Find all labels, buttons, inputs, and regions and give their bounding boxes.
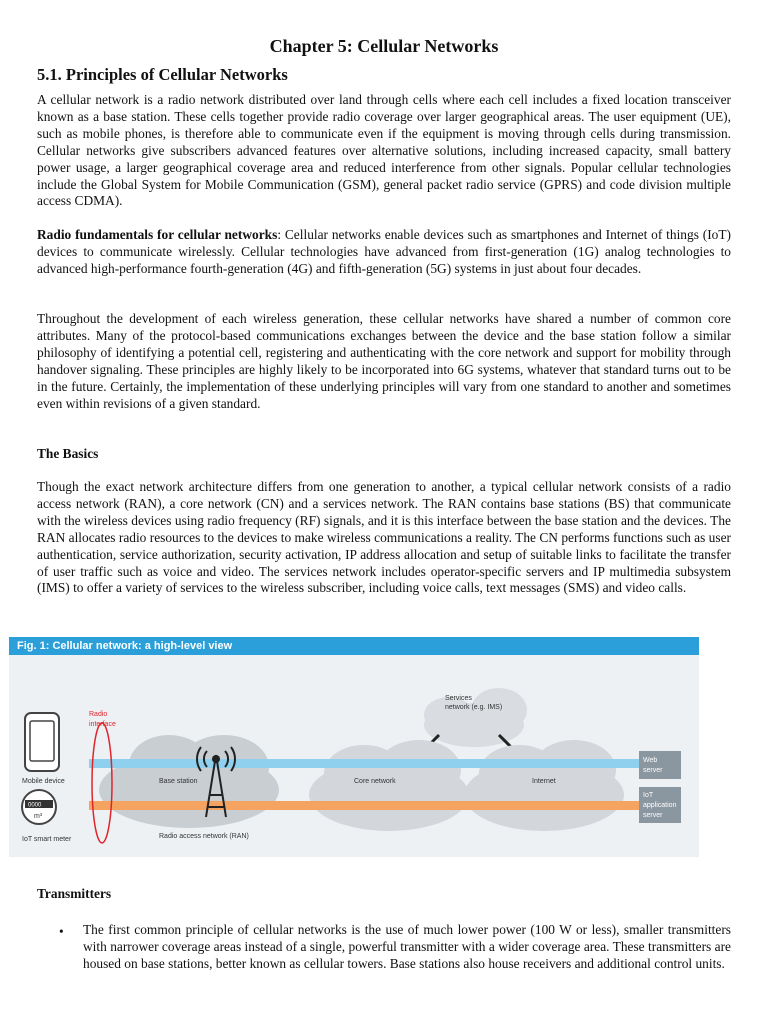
bullet-marker: • — [59, 924, 64, 939]
paragraph-core-attributes: Throughout the development of each wireless generation, these cellular networks have shared a number of common core attributes. Many of the protocol-based communications exchanges between the device and the base station follow a similar philosophy of identifying a potential cell, registering and authenticating with the core network and support for mobility through handover signaling. These principles are highly likely to be incorporated into 6G systems, whatever that standard turns out to be in the future. Certainly, the implementation of these underlying principles will vary from one standard to another and sometimes even within revisions of a given standard. — [37, 311, 731, 411]
services-network-label-1: Services — [445, 695, 472, 702]
ran-label: Radio access network (RAN) — [159, 833, 249, 840]
section-title: 5.1. Principles of Cellular Networks — [37, 65, 288, 84]
meter-unit: m³ — [34, 813, 43, 820]
iot-meter-label: IoT smart meter — [22, 836, 72, 843]
basics-heading: The Basics — [37, 446, 99, 461]
radio-interface-label-2: interface — [89, 721, 116, 728]
services-network-label-2: network (e.g. IMS) — [445, 704, 503, 711]
web-server-label-2: server — [643, 767, 663, 774]
meter-display: 0000 — [28, 802, 42, 809]
core-network-label: Core network — [354, 778, 396, 785]
iot-server-label-3: server — [643, 812, 663, 819]
figure-diagram — [9, 655, 699, 857]
radio-fundamentals-text: : Cellular networks enable devices such as smartphones and Internet of things (IoT) devices to communicate wirelessly. Cellular technologies have advanced from first-generation (1G) analog technologies to advanced high-performance fourth-generation (4G) and fifth-generation (5G) systems in just about four decades. — [37, 227, 731, 276]
radio-fundamentals-label: Radio fundamentals for cellular networks — [37, 227, 278, 242]
web-server-box — [639, 751, 681, 779]
paragraph-intro: A cellular network is a radio network distributed over land through cells where each cell includes a fixed location transceiver known as a base station. These cells together provide radio coverage over larger geographical areas. The user equipment (UE), such as mobile phones, is therefore able to communicate even if the equipment is moving through cells during transmission. Cellular networks give subscribers advanced features over alternative solutions, including increased capacity, small battery power usage, a larger geographical coverage area and reduced interference from other signals. Popular cellular technologies include the Global System for Mobile Communication (GSM), general packet radio service (GPRS) and code division multiple access CDMA). — [37, 92, 731, 209]
web-server-label-1: Web — [643, 757, 658, 764]
radio-interface-label-1: Radio — [89, 711, 108, 718]
iot-server-label-1: IoT — [643, 792, 654, 799]
iot-traffic-band — [89, 801, 639, 810]
chapter-title: Chapter 5: Cellular Networks — [269, 36, 499, 56]
base-station-label: Base station — [159, 778, 198, 785]
mobile-device-label: Mobile device — [22, 778, 65, 785]
paragraph-basics: Though the exact network architecture differs from one generation to another, a typical cellular network consists of a radio access network (RAN), a core network (CN) and a services network. The RAN contains base stations (BS) that communicate with the wireless devices using radio frequency (RF) signals, and it is this interface between the base station and the devices. The RAN allocates radio resources to the devices to make wireless communications a reality. The CN performs functions such as user authentication, service authorization, security activation, IP address allocation and setup of suitable links to facilitate the transfer of user traffic such as voice and video. The services network includes operator-specific servers and IP multimedia subsystem (IMS) to offer a variety of services to the wireless subscriber, including voice calls, text messages (SMS) and video calls. — [37, 479, 731, 596]
bullet-item: The first common principle of cellular networks is the use of much lower power (100 W or less), smaller transmitters with narrower coverage areas instead of a single, powerful transmitter with a wider coverage area. These transmitters are housed on base stations, better known as cellular towers. Base stations also house receivers and additional control units. — [83, 922, 731, 971]
internet-cloud — [464, 740, 624, 831]
transmitters-heading: Transmitters — [37, 886, 112, 901]
iot-server-label-2: application — [643, 802, 677, 809]
core-network-cloud — [309, 740, 469, 831]
figure-cellular-network — [9, 637, 699, 857]
paragraph-radio-fundamentals — [37, 227, 731, 278]
web-traffic-band — [89, 759, 639, 768]
figure-title: Fig. 1: Cellular network: a high-level view — [9, 637, 699, 655]
internet-label: Internet — [532, 778, 556, 785]
services-network-cloud — [424, 688, 527, 747]
